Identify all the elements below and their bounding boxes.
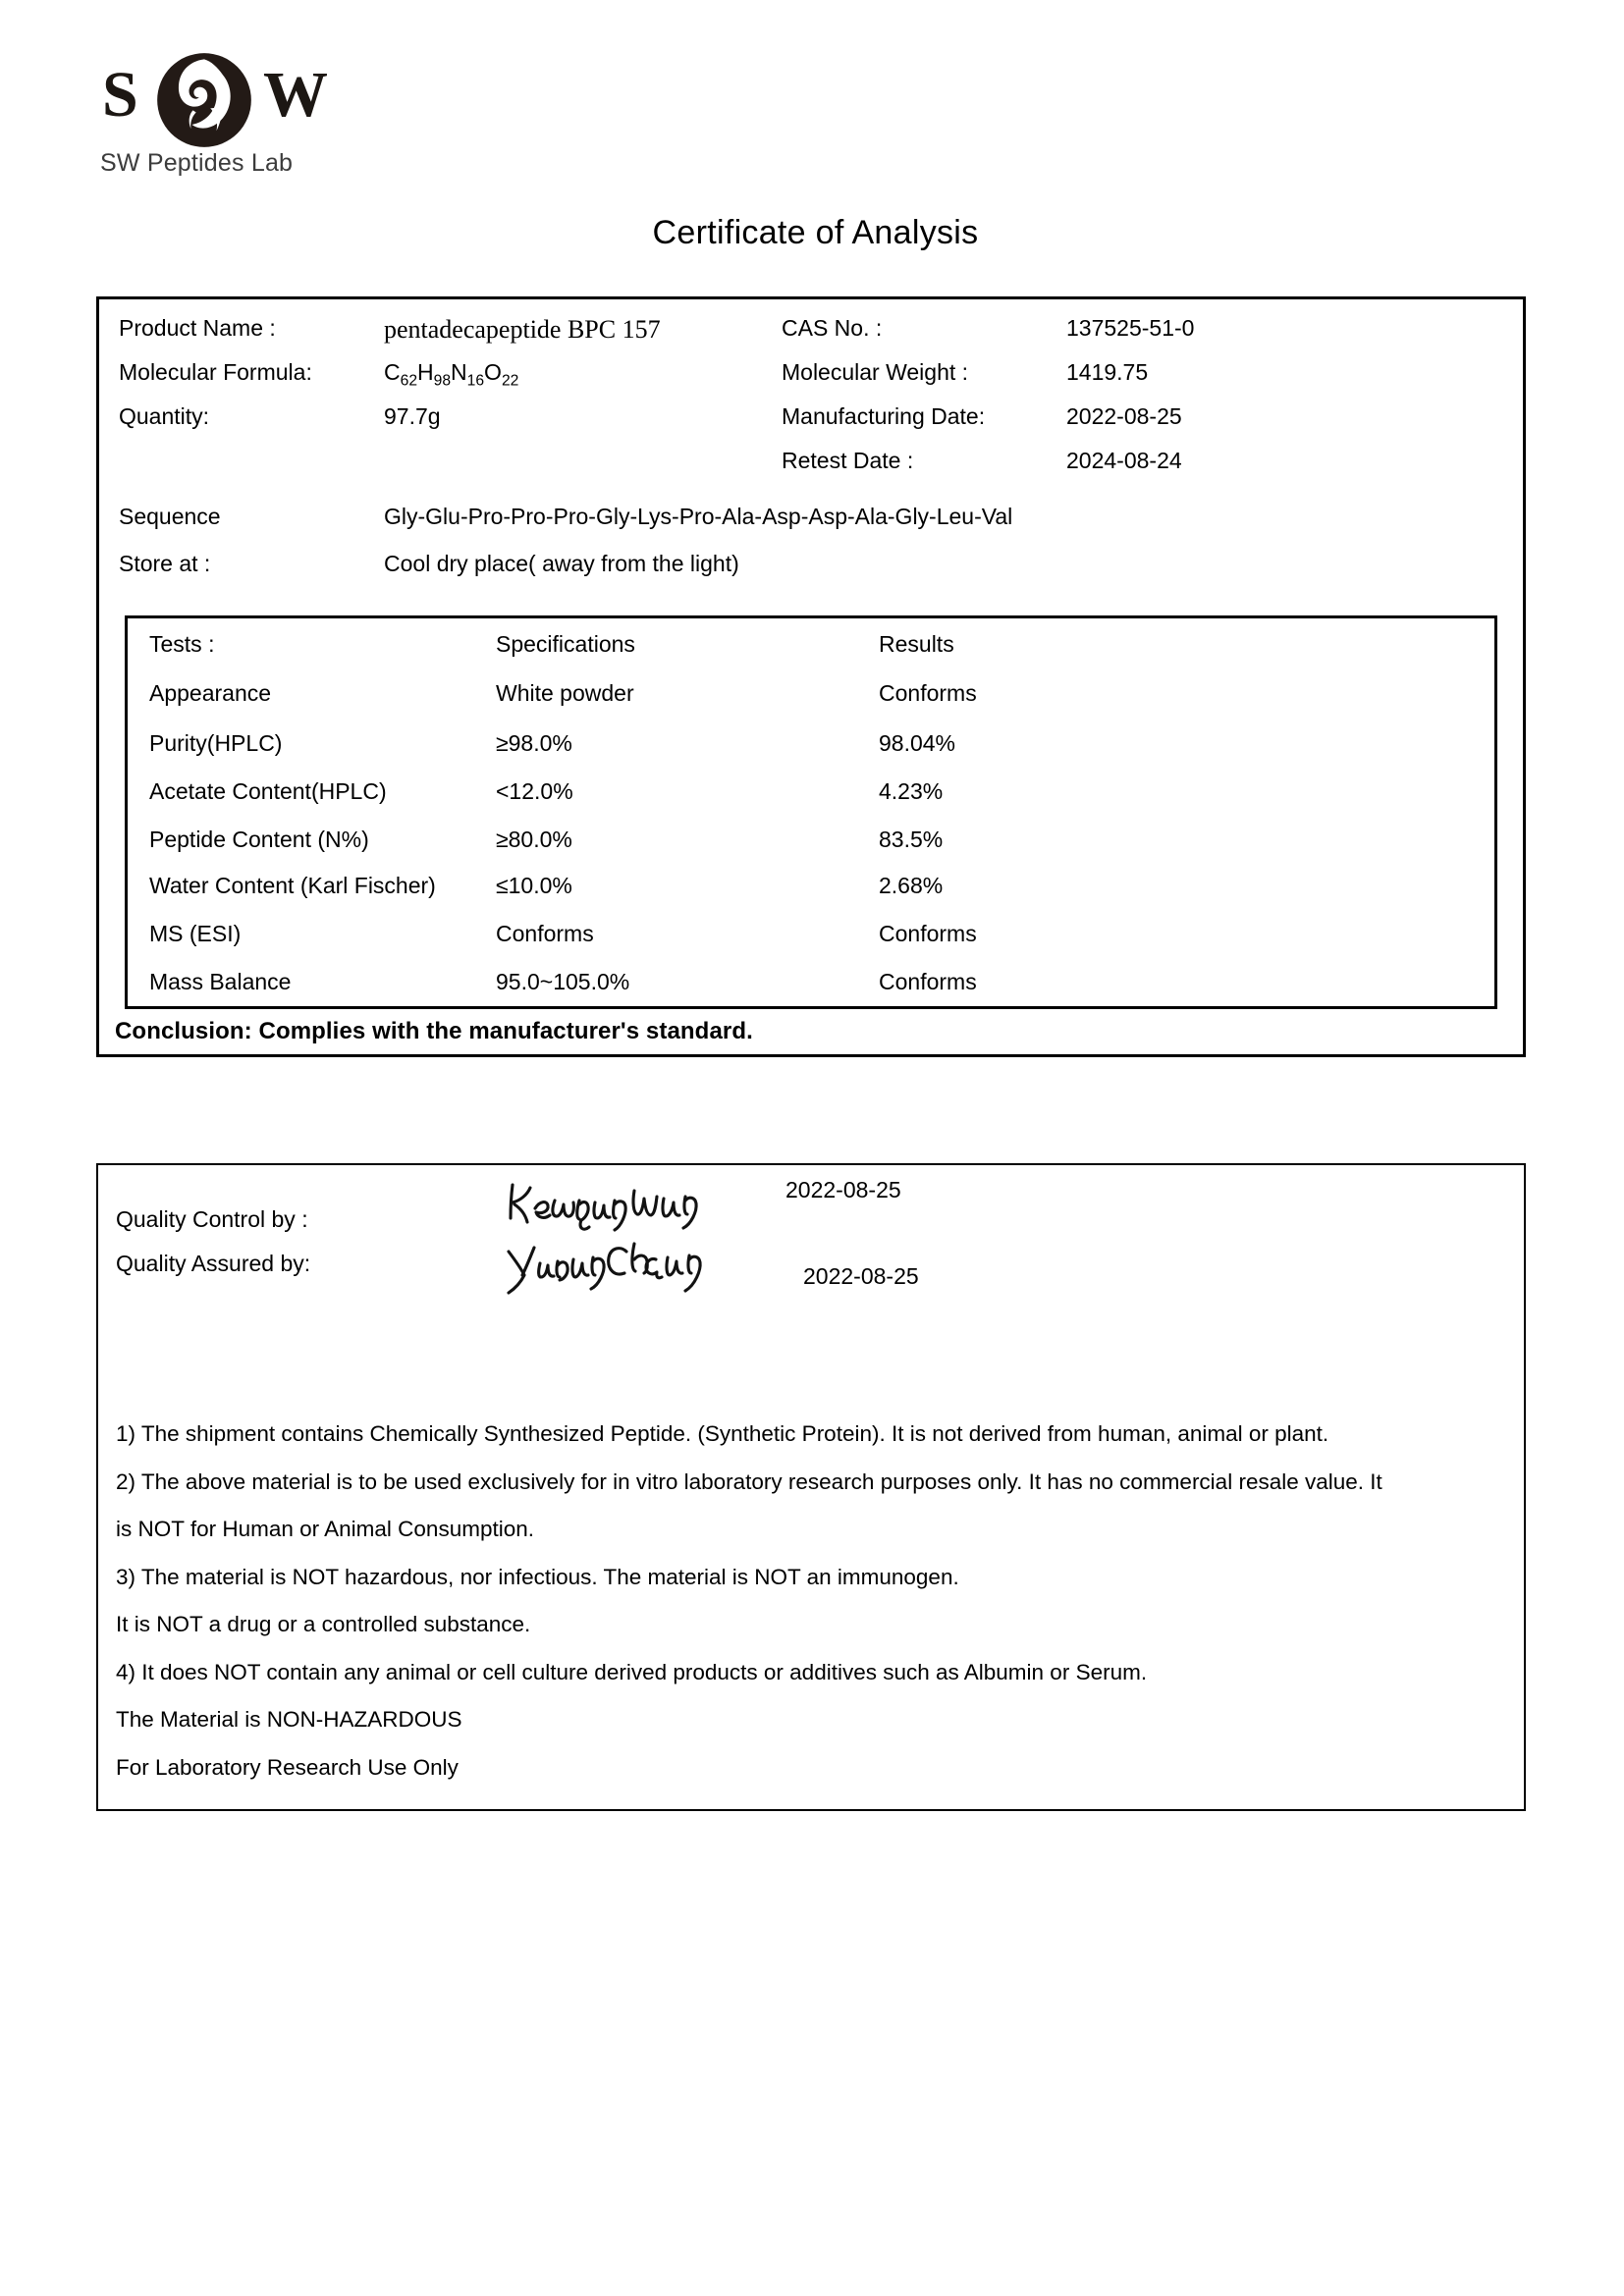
label-cas-no: CAS No. : <box>782 315 883 341</box>
product-info-grid <box>99 299 1523 606</box>
info-row-molecular-formula <box>99 359 1523 403</box>
cell-test-name: MS (ESI) <box>149 921 242 946</box>
note-line: It is NOT a drug or a controlled substance. <box>116 1612 531 1636</box>
info-row-retest-date <box>99 448 1523 492</box>
label-sequence: Sequence <box>119 504 221 529</box>
value-molecular-formula <box>384 359 782 391</box>
cell-test-spec: White powder <box>496 680 634 706</box>
cell-test-result: Conforms <box>879 680 977 706</box>
value-cas-no: 137525-51-0 <box>1066 315 1195 341</box>
cell-test-result: 2.68% <box>879 873 944 898</box>
cell-test-spec: ≥98.0% <box>496 730 572 756</box>
formula-sub-h: 98 <box>433 372 452 390</box>
formula-el-h: H <box>417 359 434 385</box>
formula-el-o: O <box>484 359 502 385</box>
cell-test-result: 83.5% <box>879 827 944 852</box>
header-specifications: Specifications <box>496 630 635 657</box>
qa-signature-icon <box>501 1226 712 1301</box>
brand-logo <box>98 47 393 178</box>
note-line: is NOT for Human or Animal Consumption. <box>116 1517 534 1541</box>
logo-emblem-icon <box>153 49 255 151</box>
value-product-name: pentadecapeptide BPC 157 <box>384 315 661 344</box>
signature-and-notes-box <box>96 1163 1526 1811</box>
table-row <box>128 669 1494 718</box>
results-table-box <box>125 615 1497 1009</box>
value-quantity: 97.7g <box>384 403 441 429</box>
cell-test-name: Purity(HPLC) <box>149 730 283 756</box>
value-store-at: Cool dry place( away from the light) <box>384 551 739 576</box>
label-store-at: Store at : <box>119 551 211 576</box>
notes-list <box>98 1411 1524 1809</box>
label-manufacturing-date: Manufacturing Date: <box>782 403 986 429</box>
sequence-block <box>99 492 1523 598</box>
info-row-sequence <box>99 504 1523 551</box>
note-line: 4) It does NOT contain any animal or cell culture derived products or additives such as Albumin or Serum. <box>116 1659 1148 1684</box>
value-sequence: Gly-Glu-Pro-Pro-Pro-Gly-Lys-Pro-Ala-Asp-Asp-Ala-Gly-Leu-Val <box>384 504 1013 529</box>
table-row <box>128 766 1494 814</box>
cell-test-result: 98.04% <box>879 730 956 756</box>
qc-signature-date: 2022-08-25 <box>785 1177 901 1202</box>
cell-test-name: Mass Balance <box>149 969 292 994</box>
label-retest-date: Retest Date : <box>782 448 914 473</box>
label-quality-control-by: Quality Control by : <box>116 1206 308 1232</box>
page-title-text: Certificate of Analysis <box>652 214 979 251</box>
info-row-product-name <box>99 315 1523 359</box>
table-header-row <box>128 618 1494 669</box>
value-retest-date: 2024-08-24 <box>1066 448 1182 473</box>
cell-test-name: Peptide Content (N%) <box>149 827 369 852</box>
certificate-main-box <box>96 296 1526 1057</box>
note-line: 1) The shipment contains Chemically Synthesized Peptide. (Synthetic Protein). It is not derived from human, animal or plant. <box>116 1421 1329 1446</box>
cell-test-result: Conforms <box>879 969 977 994</box>
formula-el-n: N <box>451 359 467 385</box>
formula-sub-o: 22 <box>501 372 519 390</box>
results-table <box>128 618 1494 1006</box>
table-row <box>128 814 1494 862</box>
formula-sub-n: 16 <box>466 372 485 390</box>
page-title <box>0 214 1624 252</box>
formula-el-c: C <box>384 359 401 385</box>
cell-test-result: Conforms <box>879 921 977 946</box>
value-molecular-weight: 1419.75 <box>1066 359 1149 385</box>
cell-test-name: Appearance <box>149 680 272 706</box>
cell-test-spec: ≤10.0% <box>496 873 572 898</box>
cell-test-name: Acetate Content(HPLC) <box>149 778 387 804</box>
cell-test-spec: ≥80.0% <box>496 827 572 852</box>
label-molecular-formula: Molecular Formula: <box>119 359 312 385</box>
value-manufacturing-date: 2022-08-25 <box>1066 403 1182 429</box>
logo-mark <box>98 47 353 155</box>
info-row-quantity <box>99 403 1523 448</box>
cell-test-spec: 95.0~105.0% <box>496 969 630 994</box>
formula-sub-c: 62 <box>400 372 418 390</box>
signature-area <box>98 1165 1524 1411</box>
logo-letter-s: S <box>102 59 138 131</box>
qa-signature-date: 2022-08-25 <box>803 1263 919 1289</box>
table-row <box>128 718 1494 766</box>
note-line: 2) The above material is to be used exclusively for in vitro laboratory research purposes only. It has no commercial resale value. It <box>116 1468 1382 1494</box>
label-product-name: Product Name : <box>119 315 276 341</box>
info-row-store-at <box>99 551 1523 598</box>
cell-test-spec: <12.0% <box>496 778 573 804</box>
label-quality-assured-by: Quality Assured by: <box>116 1251 311 1276</box>
cell-test-result: 4.23% <box>879 778 944 804</box>
table-row <box>128 862 1494 910</box>
header-tests: Tests : <box>149 630 215 657</box>
table-row <box>128 910 1494 958</box>
header-results: Results <box>879 630 954 657</box>
cell-test-spec: Conforms <box>496 921 594 946</box>
brand-caption: SW Peptides Lab <box>100 149 294 177</box>
note-line: 3) The material is NOT hazardous, nor infectious. The material is NOT an immunogen. <box>116 1564 959 1589</box>
conclusion-text: Conclusion: Complies with the manufacturer's standard. <box>115 1018 753 1044</box>
label-quantity: Quantity: <box>119 403 210 429</box>
label-molecular-weight: Molecular Weight : <box>782 359 969 385</box>
table-row <box>128 958 1494 1006</box>
note-line: For Laboratory Research Use Only <box>116 1754 459 1780</box>
note-line: The Material is NON-HAZARDOUS <box>116 1707 462 1732</box>
logo-letter-w: W <box>263 59 328 131</box>
cell-test-name: Water Content (Karl Fischer) <box>149 873 436 898</box>
